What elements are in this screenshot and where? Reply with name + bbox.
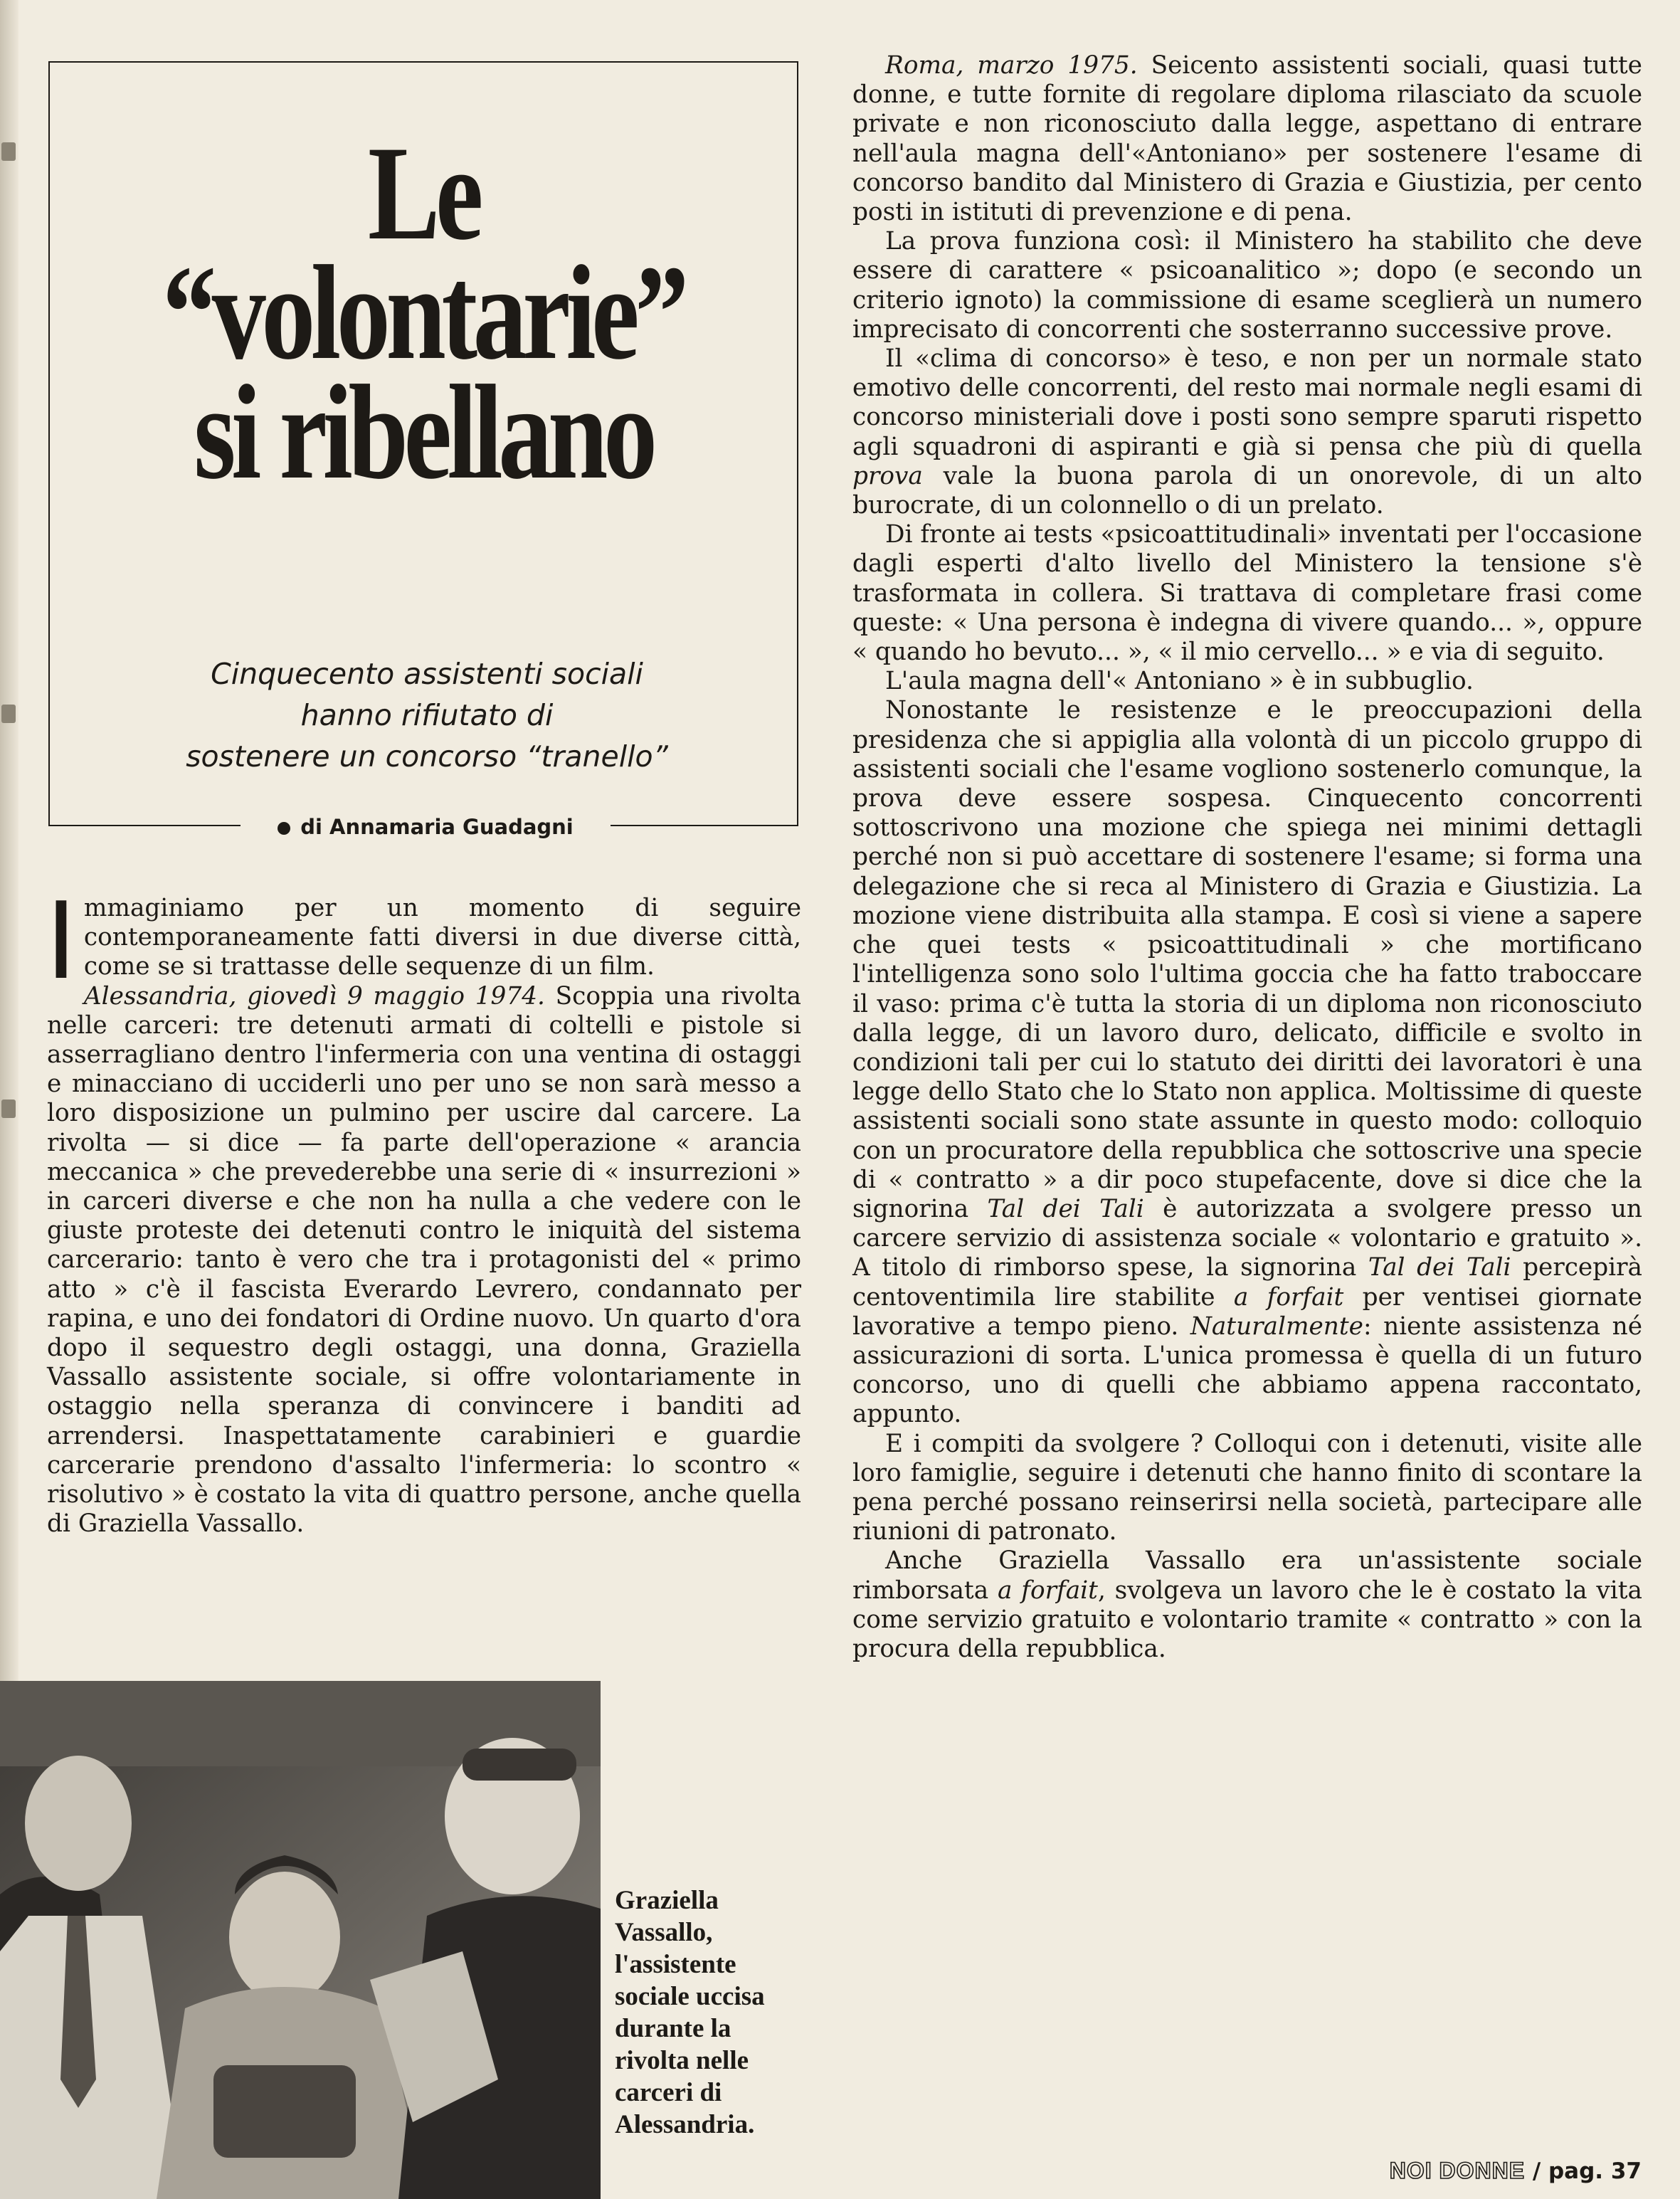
byline bbox=[241, 810, 611, 844]
page-number: pag. 37 bbox=[1548, 2158, 1642, 2184]
alessandria-paragraph: Alessandria, giovedì 9 maggio 1974. Scoppia una rivolta nelle carceri: tre detenuti armati di coltelli e pistole si asserragliano dentro l'infermeria con una ventina di ostaggi e minacciano di ucciderli uno per uno se non sarà messo a loro disposizione un pulmino per uscire dal carcere. La rivolta — si dice — fa parte dell'operazione « arancia meccanica » che prevederebbe una serie di « insurrezioni » in carceri diverse e che non ha nulla a che vedere con le giuste proteste dei detenuti contro le iniquità del sistema carcerario: tanto è vero che tra i protagonisti del « primo atto » c'è il fascista Everardo Levrero, condannato per rapina, e uno dei fondatori di Ordine nuovo. Un quarto d'ora dopo il sequestro degli ostaggi, una donna, Graziella Vassallo assistente sociale, si offre volontariamente in ostaggio nella speranza di convincere i banditi ad arrendersi. Inaspettatamente carabinieri e guardie carcerarie prendono d'assalto l'infermeria: lo scontro « risolutivo » è costato la vita di quattro persone, anche quella di Graziella Vassallo. bbox=[47, 981, 801, 1539]
subtitle bbox=[135, 653, 719, 777]
headline-line-3: si ribellano bbox=[194, 358, 653, 507]
title-box bbox=[48, 61, 798, 826]
tests-paragraph: Di fronte ai tests «psicoattitudinali» inventati per l'occasione dagli esperti d'alto livello del Ministero la tensione s'è trasformata in collera. Si trattava di completare frasi come queste: « Una persona è indegna di vivere quando... », oppure « quando ho bevuto... », « il mio cervello... » e via di seguito. bbox=[852, 520, 1642, 667]
photo-caption: Graziella Vassallo, l'assistente sociale uccisa durante la rivolta nelle carceri di Alessandria. bbox=[615, 1886, 765, 2139]
compiti-paragraph: E i compiti da svolgere ? Colloqui con i detenuti, visite alle loro famiglie, seguire i detenuti che hanno finito di scontare la pena perché possano reinserirsi nella società, partecipare alle riunioni di patronato. bbox=[852, 1429, 1642, 1546]
subtitle-line-2: hanno rifiutato di bbox=[300, 698, 554, 732]
nonostante-paragraph: Nonostante le resistenze e le preoccupazioni della presidenza che si appiglia alla volontà di un piccolo gruppo di assistenti sociali che l'esame vogliono sostenerlo comunque, la prova deve essere sospesa. Cinquecento concorrenti sottoscrivono una mozione che spiega nei minimi dettagli perché non si può accettare di sostenere l'esame; si forma una delegazione che si reca al Ministero di Grazia e Giustizia. La mozione viene distribuita alla stampa. E così si viene a sapere che quei tests « psicoattitudinali » che mortificano l'intelligenza sono solo l'ultima goccia che ha fatto traboccare il vaso: prima c'è tutta la storia di un diploma non riconosciuto dalla legge, di un lavoro duro, delicato, difficile e svolto in condizioni tali per cui lo statuto dei diritti dei lavoratori è una legge dello Stato che lo Stato non applica. Moltissime di queste assistenti sociali sono state assunte in questo modo: colloquio con un procuratore della repubblica che sottoscrive una specie di « contratto » a dir poco stupefacente, dove si dice che la signorina Tal dei Tali è autorizzata a svolgere presso un carcere servizio di assistenza sociale « volontario e gratuito ». A titolo di rimborso spese, la signorina Tal dei Tali percepirà centoventimila lire stabilite a forfait per ventisei giornate lavorative a tempo pieno. Naturalmente: niente assistenza né assicurazioni di sorta. L'unica promessa è quella di un futuro concorso, uno di quelli che abbiamo appena raccontato, appunto. bbox=[852, 696, 1642, 1429]
news-photo bbox=[0, 1681, 601, 2199]
magazine-logo: NOI DONNE bbox=[1389, 2158, 1526, 2183]
author-name: di Annamaria Guadagni bbox=[300, 815, 574, 839]
intro-paragraph: Immaginiamo per un momento di seguire contemporaneamente fatti diversi in due diverse città, come se si trattasse delle sequenze di un film. bbox=[46, 877, 801, 1002]
footer-separator: / bbox=[1532, 2158, 1541, 2184]
binding-hole bbox=[1, 1100, 16, 1118]
vassallo-paragraph: Anche Graziella Vassallo era un'assistente sociale rimborsata a forfait, svolgeva un lavoro che le è costato la vita come servizio gratuito e volontario tramite « contratto » con la procura della repubblica. bbox=[852, 1546, 1642, 1663]
byline-row bbox=[48, 810, 798, 844]
subtitle-line-1: Cinquecento assistenti sociali bbox=[211, 657, 643, 691]
subbuglio-paragraph: L'aula magna dell'« Antoniano » è in subbuglio. bbox=[885, 667, 1474, 696]
left-column bbox=[46, 877, 801, 1539]
subtitle-line-3: sostenere un concorso “tranello” bbox=[186, 739, 668, 774]
prova-paragraph: La prova funziona così: il Ministero ha stabilito che deve essere di carattere « psicoanalitico »; dopo (e secondo un criterio ignoto) la commissione di esame sceglierà un numero imprecisato di concorrenti che sosterranno successive prove. bbox=[852, 227, 1642, 344]
roma-paragraph: Roma, marzo 1975. Seicento assistenti sociali, quasi tutte donne, e tutte fornite di regolare diploma rilasciato da scuole private e non riconosciuto dalla legge, aspettano di entrare nell'aula magna dell'«Antoniano» per sostenere l'esame di concorso bandito dal Ministero di Grazia e Giustizia, per cento posti in istituti di prevenzione e di pena. bbox=[852, 51, 1642, 227]
right-column bbox=[852, 51, 1642, 1664]
headline bbox=[125, 119, 722, 507]
clima-paragraph: Il «clima di concorso» è teso, e non per un normale stato emotivo delle concorrenti, del resto mai normale negli esami di concorso ministeriali dove i posti sono sempre sparuti rispetto agli squadroni di aspiranti e già si pensa che più di quella prova vale la buona parola di un onorevole, di un alto burocrate, di un colonnello o di un prelato. bbox=[852, 344, 1642, 520]
drop-cap: I bbox=[46, 877, 77, 1002]
binding-hole bbox=[1, 142, 16, 161]
page-footer bbox=[1390, 2158, 1642, 2184]
headline-line-2: “volontarie” bbox=[162, 238, 685, 388]
headline-line-1: Le bbox=[367, 119, 480, 268]
binding-hole bbox=[1, 705, 16, 723]
bullet-icon bbox=[278, 822, 290, 835]
photo-illustration bbox=[0, 1681, 601, 2199]
